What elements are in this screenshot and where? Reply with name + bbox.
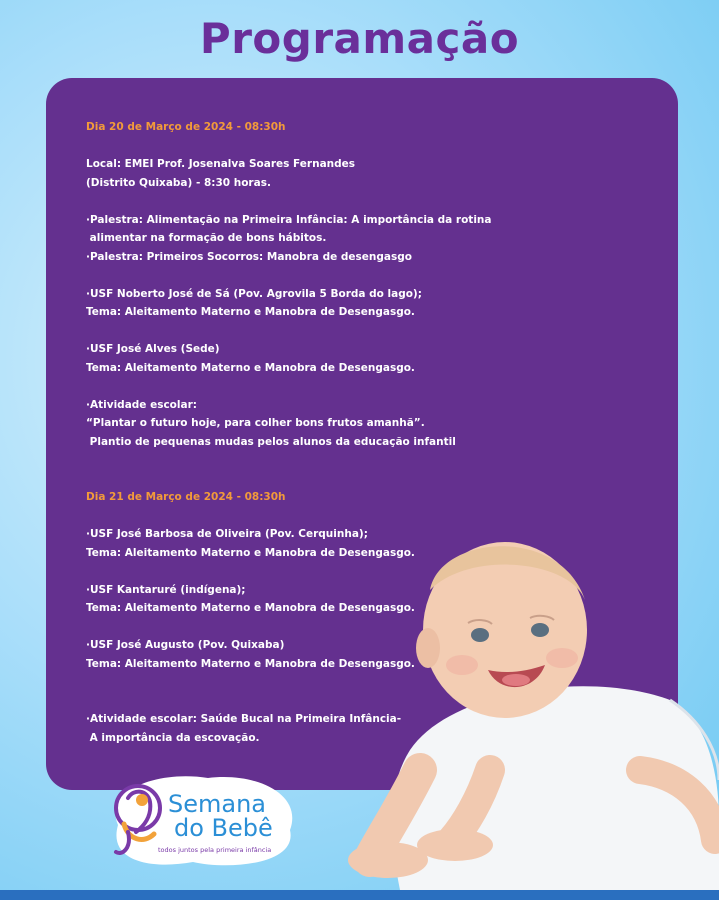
day2-usf3-line1: ·USF José Augusto (Pov. Quixaba)	[86, 639, 285, 651]
day1-activity-line2: “Plantar o futuro hoje, para colher bons frutos amanhã”.	[86, 417, 425, 429]
day1-activity-line1: ·Atividade escolar:	[86, 398, 197, 411]
day2-heading: Dia 21 de Março de 2024 - 08:30h	[86, 491, 286, 503]
day1-talk1-line2: alimentar na formação de bons hábitos.	[86, 232, 327, 244]
day2-usf1-line2: Tema: Aleitamento Materno e Manobra de Desengasgo.	[86, 546, 415, 559]
day1-usf1-line2: Tema: Aleitamento Materno e Manobra de Desengasgo.	[86, 306, 415, 318]
day2-usf3-line2: Tema: Aleitamento Materno e Manobra de Desengasgo.	[86, 657, 415, 670]
semana-do-bebe-logo	[98, 770, 298, 870]
day2-activity-line2: A importância da escovação.	[86, 731, 260, 744]
day1-usf2-line2: Tema: Aleitamento Materno e Manobra de Desengasgo.	[86, 361, 415, 374]
page-title: Programação	[199, 14, 520, 63]
day1-local-line2: (Distrito Quixaba) - 8:30 horas.	[86, 176, 271, 189]
day1-usf1-line1: ·USF Noberto José de Sá (Pov. Agrovila 5 Borda do lago);	[86, 287, 422, 300]
day2-usf2-line2: Tema: Aleitamento Materno e Manobra de Desengasgo.	[86, 602, 415, 614]
day1-talk1-line1: ·Palestra: Alimentação na Primeira Infância: A importância da rotina	[86, 213, 492, 226]
day1-talk2: ·Palestra: Primeiros Socorros: Manobra de desengasgo	[86, 250, 412, 263]
day1-activity-line3: Plantio de pequenas mudas pelos alunos da educação infantil	[86, 435, 456, 448]
logo-line1: Semana	[168, 790, 267, 818]
day2-usf1-line1: ·USF José Barbosa de Oliveira (Pov. Cerquinha);	[86, 528, 368, 540]
logo-line2: do Bebê	[174, 814, 273, 842]
day1-heading: Dia 20 de Março de 2024 - 08:30h	[86, 121, 286, 133]
day1-usf2-line1: ·USF José Alves (Sede)	[86, 343, 220, 355]
day1-local-line1: Local: EMEI Prof. Josenalva Soares Fernandes	[86, 158, 356, 170]
day2-usf2-line1: ·USF Kantaruré (indígena);	[86, 583, 246, 596]
day2-activity-line1: ·Atividade escolar: Saúde Bucal na Primeira Infância-	[86, 713, 402, 725]
baby-photo	[340, 520, 719, 890]
logo-tagline: todos juntos pela primeira infância	[158, 846, 272, 854]
